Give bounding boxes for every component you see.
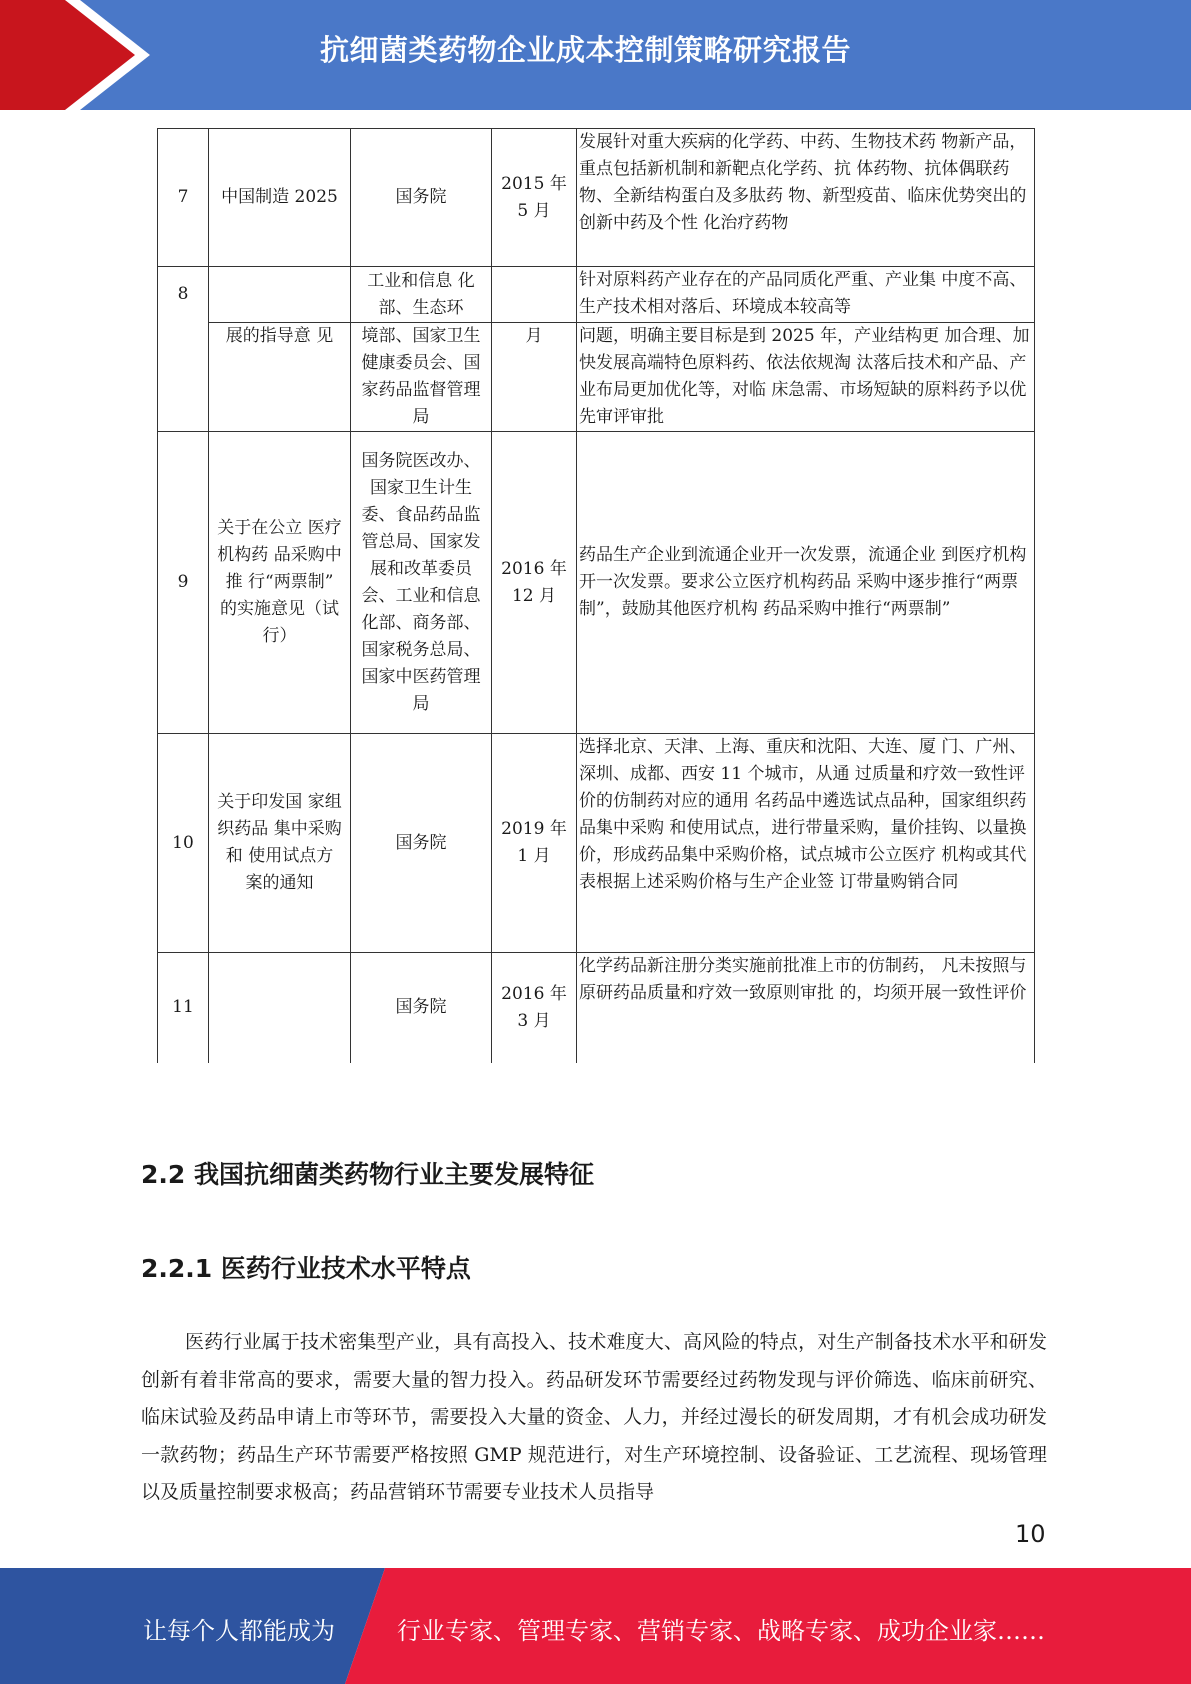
policy-name: 关于印发国 家组织药品 集中采购和 使用试点方 案的通知 [209,734,351,953]
row-number: 8 [158,267,209,323]
policy-name [209,953,351,1063]
policy-content: 化学药品新注册分类实施前批准上市的仿制药， 凡未按照与原研药品质量和疗效一致原则审批 的，均须开展一致性评价 [577,953,1035,1063]
table-row [158,129,1035,267]
issuing-department: 境部、国家卫生健康委员会、国家药品监督管理局 [351,323,492,432]
report-title: 抗细菌类药物企业成本控制策略研究报告 [320,33,852,67]
issuing-department: 工业和信息 化部、生态环 [351,267,492,323]
row-number: 7 [158,129,209,267]
issue-date: 2015 年 5 月 [492,129,577,267]
issuing-department: 国务院 [351,129,492,267]
issue-date: 月 [492,323,577,432]
issue-date: 2019 年 1 月 [492,734,577,953]
header-chevron-icon [0,0,150,110]
page-number: 10 [1015,1520,1046,1548]
policy-name: 展的指导意 见 [209,323,351,432]
table-row [158,432,1035,734]
row-number: 10 [158,734,209,953]
section-heading: 2.2 我国抗细菌类药物行业主要发展特征 [141,1160,594,1189]
table-row [158,734,1035,953]
policy-content: 问题，明确主要目标是到 2025 年，产业结构更 加合理、加快发展高端特色原料药、依法依规淘 汰落后技术和产品、产业布局更加优化等，对临 床急需、市场短缺的原料药予以优先审评审批 [577,323,1035,432]
issuing-department: 国务院 [351,734,492,953]
issuing-department: 国务院 [351,953,492,1063]
issue-date [492,267,577,323]
policy-table [157,128,1035,1063]
policy-content: 选择北京、天津、上海、重庆和沈阳、大连、厦 门、广州、深圳、成都、西安 11 个城市，从通 过质量和疗效一致性评价的仿制药对应的通用 名药品中遴选试点品种，国家组织药品集中采购 和使用试点，进行带量采购，量价挂钩、以量换 价，形成药品集中采购价格，试点城市公立医疗 机构或其代表根据上述采购价格与生产企业签 订带量购销合同 [577,734,1035,953]
table-row [158,323,1035,432]
issue-date: 2016 年 12 月 [492,432,577,734]
row-number: 9 [158,432,209,734]
policy-content: 针对原料药产业存在的产品同质化严重、产业集 中度不高、生产技术相对落后、环境成本较高等 [577,267,1035,323]
issuing-department: 国务院医改办、国家卫生计生委、食品药品监管总局、国家发展和改革委员会、工业和信息化部、商务部、国家税务总局、国家中医药管理局 [351,432,492,734]
subsection-heading: 2.2.1 医药行业技术水平特点 [141,1254,471,1283]
table-row [158,267,1035,323]
issue-date: 2016 年 3 月 [492,953,577,1063]
footer-bar [0,1568,1191,1684]
policy-name [209,267,351,323]
table-row [158,953,1035,1063]
policy-name: 中国制造 2025 [209,129,351,267]
row-number [158,323,209,432]
policy-content: 药品生产企业到流通企业开一次发票，流通企业 到医疗机构开一次发票。要求公立医疗机构药品 采购中逐步推行“两票制”，鼓励其他医疗机构 药品采购中推行“两票制” [577,432,1035,734]
row-number: 11 [158,953,209,1063]
footer-slogan-right: 行业专家、管理专家、营销专家、战略专家、成功企业家…… [397,1617,1045,1645]
header-bar [0,0,1191,110]
policy-name: 关于在公立 医疗机构药 品采购中推 行“两票制” 的实施意见（试行） [209,432,351,734]
footer-slogan-left: 让每个人都能成为 [143,1617,335,1645]
body-paragraph: 医药行业属于技术密集型产业，具有高投入、技术难度大、高风险的特点，对生产制备技术水平和研发创新有着非常高的要求，需要大量的智力投入。药品研发环节需要经过药物发现与评价筛选、临床前研究、临床试验及药品申请上市等环节，需要投入大量的资金、人力，并经过漫长的研发周期，才有机会成功研发一款药物；药品生产环节需要严格按照 GMP 规范进行，对生产环境控制、设备验证、工艺流程、现场管理以及质量控制要求极高；药品营销环节需要专业技术人员指导 [141,1331,1047,1503]
policy-content: 发展针对重大疾病的化学药、中药、生物技术药 物新产品，重点包括新机制和新靶点化学药、抗 体药物、抗体偶联药物、全新结构蛋白及多肽药 物、新型疫苗、临床优势突出的创新中药及个性 化治疗药物 [577,129,1035,267]
